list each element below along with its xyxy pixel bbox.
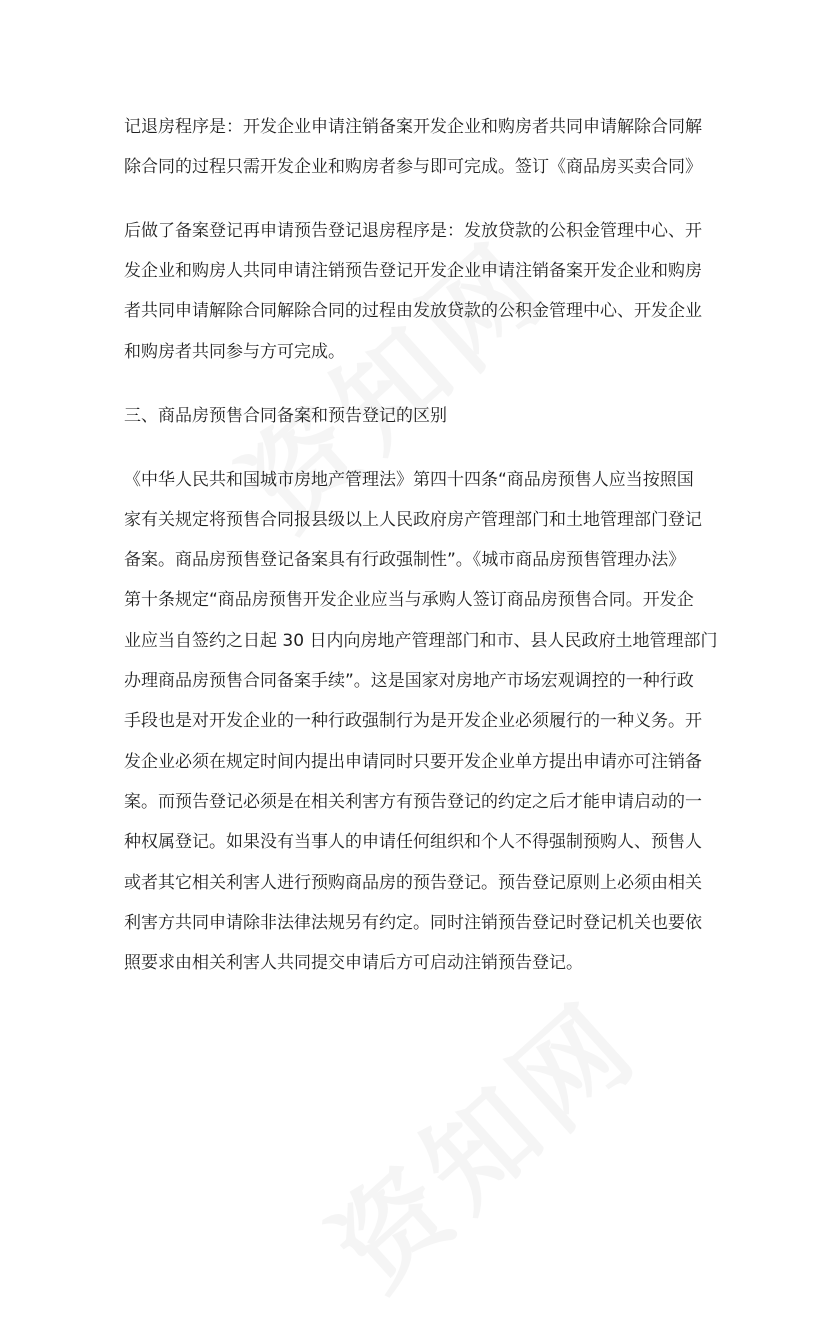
text-line: 办理商品房预售合同备案手续”。这是国家对房地产市场宏观调控的一种行政: [124, 671, 694, 691]
text-line: 或者其它相关利害人进行预购商品房的预告登记。预告登记原则上必须由相关: [124, 873, 702, 893]
watermark: [203, 200, 576, 558]
text-line: 和购房者共同参与方可完成。: [124, 342, 345, 362]
text-line: 记退房程序是：开发企业申请注销备案开发企业和购房者共同申请解除合同解: [124, 117, 702, 137]
text-line: 后做了备案登记再申请预告登记退房程序是：发放贷款的公积金管理中心、开: [124, 221, 702, 241]
text-line: 照要求由相关利害人共同提交申请后方可启动注销预告登记。: [124, 953, 583, 973]
text-line: 发企业必须在规定时间内提出申请同时只要开发企业单方提出申请亦可注销备: [124, 752, 702, 772]
text-line: 者共同申请解除合同解除合同的过程由发放贷款的公积金管理中心、开发企业: [124, 301, 702, 321]
text-line: 《中华人民共和国城市房地产管理法》第四十四条“商品房预售人应当按照国: [124, 470, 694, 490]
watermark: [293, 960, 666, 1318]
text-line: 种权属登记。如果没有当事人的申请任何组织和个人不得强制预购人、预售人: [124, 832, 702, 852]
text-line: 手段也是对开发企业的一种行政强制行为是开发企业必须履行的一种义务。开: [124, 711, 702, 731]
text-line: 第十条规定“商品房预售开发企业应当与承购人签订商品房预售合同。开发企: [124, 590, 694, 610]
text-line: 发企业和购房人共同申请注销预告登记开发企业申请注销备案开发企业和购房: [124, 261, 702, 281]
text-line: 业应当自签约之日起 30 日内向房地产管理部门和市、县人民政府土地管理部门: [124, 631, 718, 651]
text-line: 家有关规定将预售合同报县级以上人民政府房产管理部门和土地管理部门登记: [124, 510, 702, 530]
text-line: 备案。商品房预售登记备案具有行政强制性”。《城市商品房预售管理办法》: [124, 550, 686, 570]
text-line: 案。而预告登记必须是在相关利害方有预告登记的约定之后才能申请启动的一: [124, 792, 702, 812]
text-line: 利害方共同申请除非法律法规另有约定。同时注销预告登记时登记机关也要依: [124, 913, 702, 933]
section-heading: 三、商品房预售合同备案和预告登记的区别: [124, 406, 447, 426]
text-line: 除合同的过程只需开发企业和购房者参与即可完成。签订《商品房买卖合同》: [124, 157, 702, 177]
